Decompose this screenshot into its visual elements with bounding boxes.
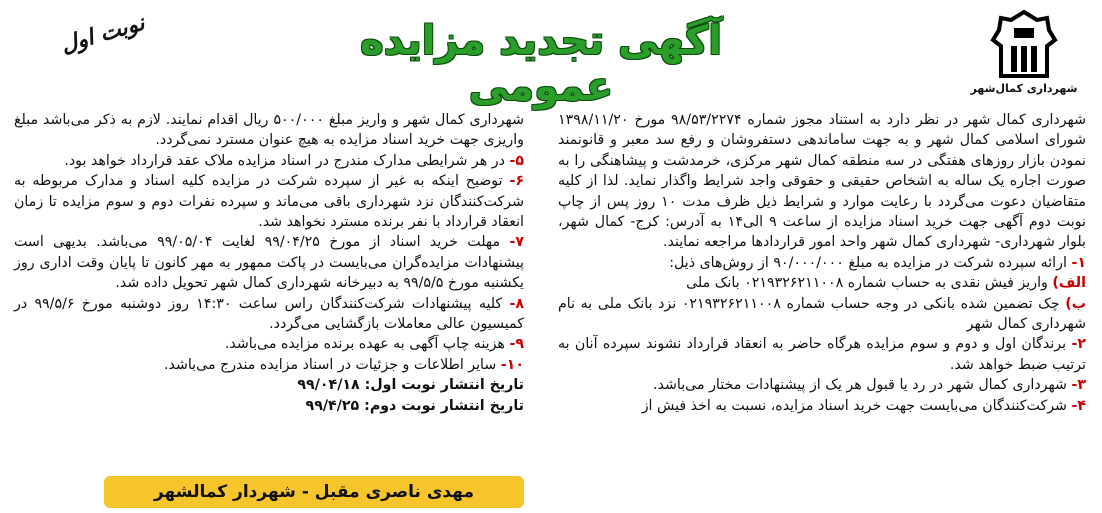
right-column bbox=[558, 110, 1086, 416]
item-3-number: ۳- bbox=[1071, 377, 1086, 394]
item-1 bbox=[558, 253, 1086, 273]
item-10-number: ۱۰- bbox=[500, 356, 524, 373]
item-5-number: ۵- bbox=[509, 152, 524, 169]
item-2-number: ۲- bbox=[1071, 336, 1086, 353]
item-7-number: ۷- bbox=[509, 234, 524, 251]
item-8 bbox=[14, 294, 524, 335]
signer-banner: مهدی ناصری مقبل - شهردار کمالشهر bbox=[104, 476, 524, 508]
logo-caption: شهرداری کمال‌شهر bbox=[970, 82, 1078, 95]
item-10 bbox=[14, 355, 524, 375]
item-6 bbox=[14, 171, 524, 232]
item-1a-number: الف) bbox=[1052, 275, 1086, 292]
item-1b-number: ب) bbox=[1065, 295, 1087, 312]
item-2 bbox=[558, 334, 1086, 375]
item-1a bbox=[558, 273, 1086, 293]
item-1-text: ارائه سپرده شرکت در مزایده به مبلغ ۹۰/۰۰۰/۰۰۰ از روش‌های ذیل: bbox=[669, 254, 1067, 271]
item-5-text: در هر شرایطی مدارک مندرج در اسناد مزایده ملاک عقد قرارداد خواهد بود. bbox=[64, 152, 505, 169]
item-7-text: مهلت خرید اسناد از مورخ ۹۹/۰۴/۲۵ لغایت ۹۹/۰۵/۰۴ می‌باشد. بدیهی است پیشنهادات مزایده‌گران می‌بایست در پاکت ممهور به مهر کانون تا پایان وقت اداری روز یکشنبه مورخ ۹۹/۵/۵ به دبیرخانه شهرداری کمال شهر تحویل داده شد. bbox=[14, 234, 524, 292]
continuation-paragraph: شهرداری کمال شهر و واریز مبلغ ۵۰۰/۰۰۰ ریال اقدام نمایند. لازم به ذکر می‌باشد مبلغ واریزی جهت خرید اسناد مزایده به هیچ عنوان مسترد نمی‌گردد. bbox=[14, 112, 524, 149]
item-3 bbox=[558, 375, 1086, 395]
round-label: نوبت اول bbox=[58, 10, 148, 59]
item-1b-text: چک تضمین شده بانکی در وجه حساب شماره ۰۲۱۹۳۲۶۲۱۱۰۰۸ نزد بانک ملی به نام شهرداری کمال شهر bbox=[558, 295, 1086, 333]
item-5 bbox=[14, 151, 524, 171]
item-1b bbox=[558, 294, 1086, 335]
kamalshahr-emblem-icon bbox=[989, 8, 1059, 80]
item-1a-text: واریز فیش نقدی به حساب شماره ۰۲۱۹۳۲۶۲۱۱۰۰۸ بانک ملی bbox=[686, 275, 1048, 292]
item-10-text: سایر اطلاعات و جزئیات در اسناد مزایده مندرج می‌باشد. bbox=[164, 356, 497, 373]
intro-paragraph: شهرداری کمال شهر در نظر دارد به استناد مجوز شماره ۹۸/۵۳/۲۲۷۴ مورخ ۱۳۹۸/۱۱/۲۰ شورای اسلامی کمال شهر و به جهت ساماندهی دستفروشان و رفع سد معبر و قانونمند نمودن بازار روزهای هفتگی در سه منطقه کمال شهر مرکزی، خرمدشت و پیشاهنگی را به صورت اجاره یک ساله به اشخاص حقیقی و حقوقی واجد شرایط واگذار نماید. لذا از کلیه متقاضیان دعوت می‌گردد با رعایت موارد و شرایط ذیل ظرف مدت ۱۰ روز پس از چاپ نوبت دوم آگهی جهت خرید اسناد مزایده از ساعت ۹ الی۱۴ به آدرس: کرج- کمال شهر، بلوار شهرداری- شهرداری کمال شهر واحد امور قراردادها مراجعه نمایند. bbox=[558, 112, 1087, 251]
second-publication-date: تاریخ انتشار نوبت دوم: ۹۹/۴/۲۵ bbox=[305, 397, 524, 414]
left-column bbox=[14, 110, 524, 416]
item-9 bbox=[14, 334, 524, 354]
item-9-text: هزینه چاپ آگهی به عهده برنده مزایده می‌باشد. bbox=[224, 336, 505, 353]
notice-title: آگهی تجدید مزایده عمومی bbox=[360, 18, 722, 110]
item-4-text: شرکت‌کنندگان می‌بایست جهت خرید اسناد مزایده، نسبت به اخذ فیش از bbox=[641, 397, 1067, 414]
item-7 bbox=[14, 232, 524, 293]
item-1-number: ۱- bbox=[1071, 254, 1086, 271]
item-6-text: توضیح اینکه به غیر از سپرده شرکت در مزایده کلیه اسناد و مدارک مربوطه به شرکت‌کنندگان نزد شهرداری باقی می‌ماند و سپرده نفرات دوم و سوم مزایده تا زمان انعقاد قرارداد با نفر برنده مسترد نخواهد شد. bbox=[14, 173, 524, 231]
item-4 bbox=[558, 396, 1086, 416]
item-3-text: شهرداری کمال شهر در رد یا قبول هر یک از پیشنهادات مختار می‌باشد. bbox=[653, 377, 1067, 394]
municipality-logo bbox=[964, 8, 1084, 108]
item-8-number: ۸- bbox=[509, 295, 524, 312]
item-8-text: کلیه پیشنهادات شرکت‌کنندگان راس ساعت ۱۴:۳۰ روز دوشنبه مورخ ۹۹/۵/۶ در کمیسیون عالی معاملات بازگشایی می‌گردد. bbox=[14, 295, 524, 333]
item-4-number: ۴- bbox=[1071, 397, 1086, 414]
item-2-text: برندگان اول و دوم و سوم مزایده هرگاه حاضر به انعقاد قرارداد نشوند سپرده آنان به ترتیب ضبط خواهد شد. bbox=[558, 336, 1086, 373]
item-6-number: ۶- bbox=[509, 173, 524, 190]
item-9-number: ۹- bbox=[509, 336, 524, 353]
first-publication-date: تاریخ انتشار نوبت اول: ۹۹/۰۴/۱۸ bbox=[297, 377, 524, 394]
